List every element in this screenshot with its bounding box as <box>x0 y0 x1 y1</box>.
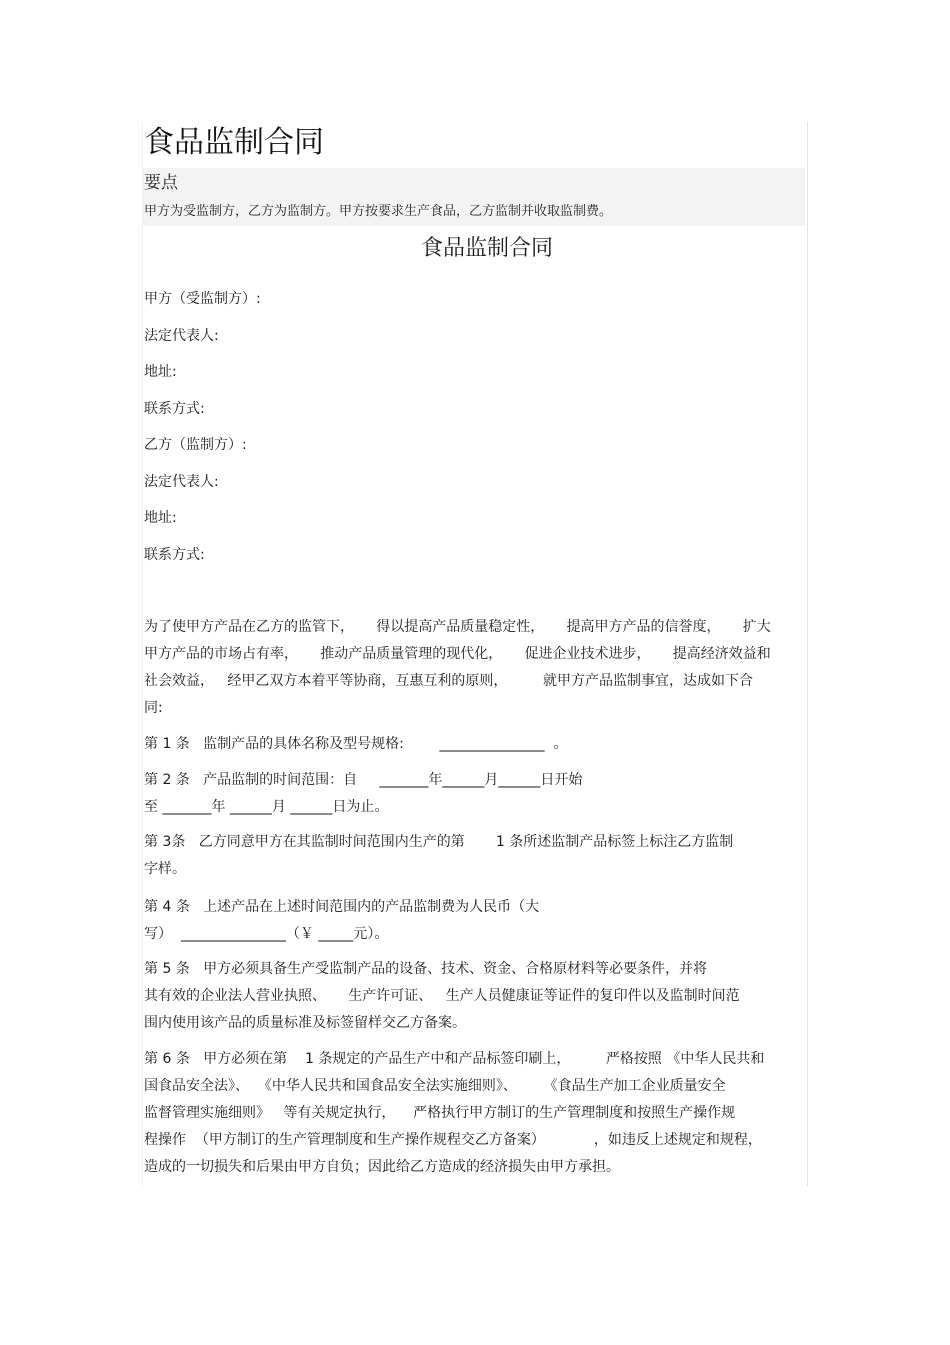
party-b-label: 乙方（监制方）: <box>144 437 247 453</box>
party-b-contact: 联系方式: <box>144 547 205 563</box>
article-line: 第 2 条 产品监制的时间范围：自 _______年______月______日开始 <box>144 772 583 788</box>
article-3 <box>144 829 806 883</box>
article-2 <box>144 767 806 821</box>
summary-text: 甲方为受监制方，乙方为监制方。甲方按要求生产食品，乙方监制并收取监制费。 <box>144 204 613 219</box>
contract-title: 食品监制合同 <box>420 236 553 261</box>
party-a-rep: 法定代表人: <box>144 328 219 344</box>
article-line: 写） _______________（￥ _____元）。 <box>144 926 389 942</box>
article-line: 第 3条 乙方同意甲方在其监制时间范围内生产的第 1 条所述监制产品标签上标注乙方监制 <box>144 834 734 850</box>
party-a-contact: 联系方式: <box>144 401 205 417</box>
preamble-line: 为了使甲方产品在乙方的监管下， 得以提高产品质量稳定性， 提高甲方产品的信誉度， 扩大 <box>144 619 771 635</box>
article-line: 国食品安全法》、 《中华人民共和国食品安全法实施细则》、 《食品生产加工企业质量安全 <box>144 1078 726 1094</box>
article-line: 程操作 （甲方制订的生产管理制度和生产操作规程交乙方备案） ，如违反上述规定和规程， <box>144 1132 762 1148</box>
article-line: 至 _______年 ______月 ______日为止。 <box>144 799 389 815</box>
article-5 <box>144 956 806 1037</box>
summary-heading: 要点 <box>144 173 178 193</box>
preamble-line: 社会效益， 经甲乙双方本着平等协商，互惠互利的原则， 就甲方产品监制事宜，达成如下合 <box>144 673 753 689</box>
article-line: 第 4 条 上述产品在上述时间范围内的产品监制费为人民币（大 <box>144 899 540 915</box>
article-4 <box>144 894 806 948</box>
article-line: 监督管理实施细则》 等有关规定执行， 严格执行甲方制订的生产管理制度和按照生产操作规 <box>144 1105 736 1121</box>
party-b-address: 地址: <box>144 510 177 526</box>
document-title: 食品监制合同 <box>144 125 324 160</box>
party-a-address: 地址: <box>144 364 177 380</box>
article-1 <box>144 731 806 758</box>
article-line: 第 5 条 甲方必须具备生产受监制产品的设备、技术、资金、合格原材料等必要条件，并将 <box>144 961 708 977</box>
article-line: 造成的一切损失和后果由甲方自负；因此给乙方造成的经济损失由甲方承担。 <box>144 1159 620 1175</box>
article-line: 其有效的企业法人营业执照、 生产许可证、 生产人员健康证等证件的复印件以及监制时间范 <box>144 988 740 1004</box>
article-line: 字样。 <box>144 861 186 877</box>
article-6 <box>144 1046 806 1181</box>
article-line: 围内使用该产品的质量标准及标签留样交乙方备案。 <box>144 1015 466 1031</box>
preamble-line: 同: <box>144 700 163 716</box>
article-line: 第 1 条 监制产品的具体名称及型号规格: _______________ 。 <box>144 736 568 752</box>
preamble-line: 甲方产品的市场占有率， 推动产品质量管理的现代化， 促进企业技术进步， 提高经济效益和 <box>144 646 771 662</box>
party-b-rep: 法定代表人: <box>144 474 219 490</box>
article-line: 第 6 条 甲方必须在第 1 条规定的产品生产中和产品标签印刷上， 严格按照 《中华人民共和 <box>144 1051 765 1067</box>
party-a-label: 甲方（受监制方）: <box>144 291 261 307</box>
preamble-paragraph <box>144 614 806 722</box>
